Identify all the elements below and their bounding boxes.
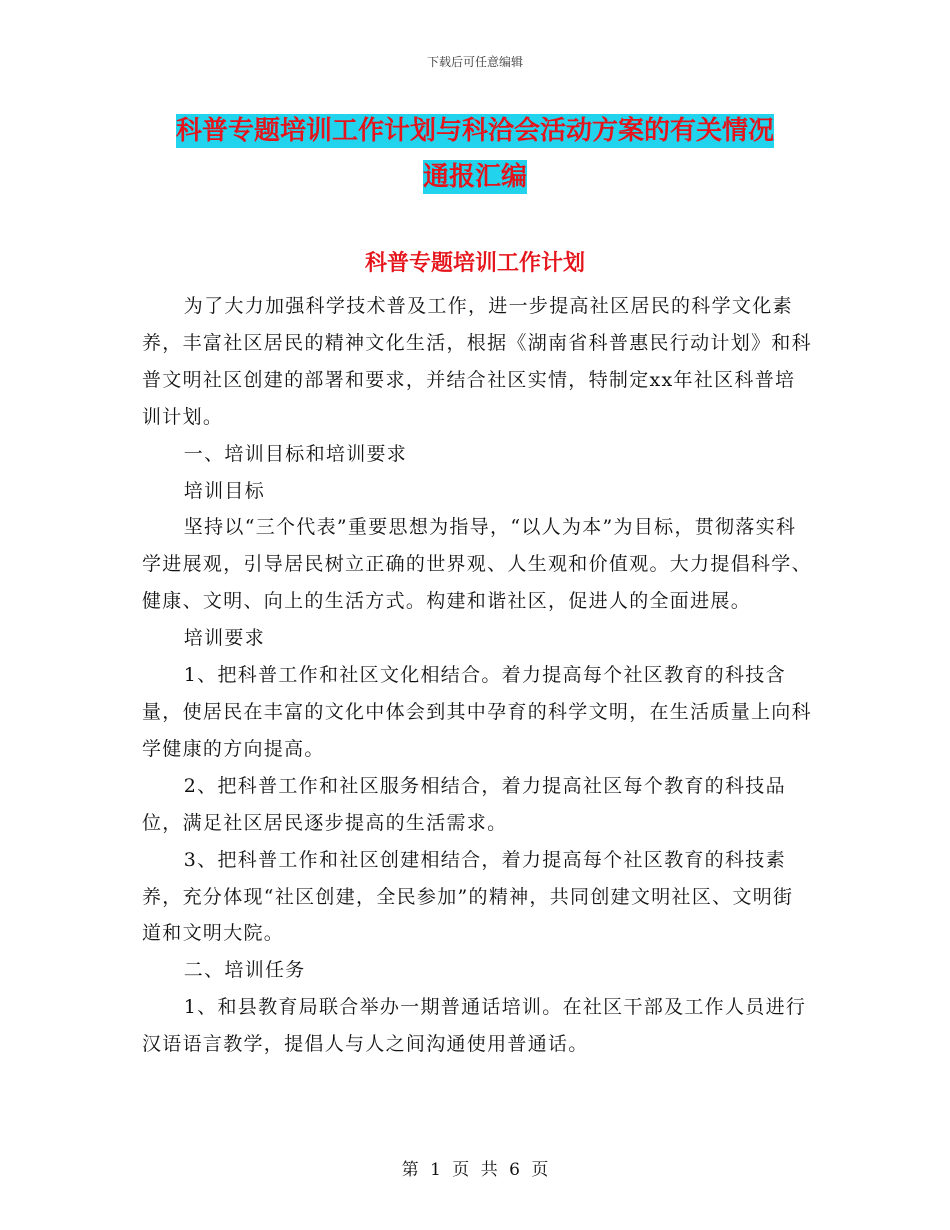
document-title-line-2: 通报汇编	[422, 162, 527, 192]
paragraph: 为了大力加强科学技术普及工作，进一步提高社区居民的科学文化素养，丰富社区居民的精神文化生活，根据《湖南省科普惠民行动计划》和科普文明社区创建的部署和要求，并结合社区实情，特制定xx年社区科普培训计划。	[142, 295, 812, 428]
paragraph: 二、培训任务	[183, 959, 306, 982]
paragraph: 坚持以“三个代表”重要思想为指导，“以人为本”为目标，贯彻落实科学进展观，引导居民树立正确的世界观、人生观和价值观。大力提倡科学、健康、文明、向上的生活方式。构建和谐社区，促进人的全面进展。	[142, 516, 812, 613]
paragraph: 培训要求	[183, 627, 265, 650]
page-footer: 第 1 页 共 6 页	[401, 1160, 549, 1180]
section-title: 科普专题培训工作计划	[364, 250, 585, 276]
paragraph: 培训目标	[183, 479, 265, 502]
paragraph: 2、把科普工作和社区服务相结合，着力提高社区每个教育的科技品位，满足社区居民逐步提高的生活需求。	[142, 774, 786, 834]
document-title-line-1: 科普专题培训工作计划与科洽会活动方案的有关情况	[175, 116, 774, 146]
paragraph: 1、把科普工作和社区文化相结合。着力提高每个社区教育的科技含量，使居民在丰富的文化中体会到其中孕育的科学文明，在生活质量上向科学健康的方向提高。	[142, 664, 812, 760]
paragraph: 3、把科普工作和社区创建相结合，着力提高每个社区教育的科技素养，充分体现“社区创建，全民参加”的精神，共同创建文明社区、文明街道和文明大院。	[142, 848, 794, 945]
paragraph: 1、和县教育局联合举办一期普通话培训。在社区干部及工作人员进行汉语语言教学，提倡人与人之间沟通使用普通话。	[142, 996, 807, 1056]
paragraph: 一、培训目标和培训要求	[183, 442, 408, 465]
document-body	[142, 288, 812, 1063]
document-title	[0, 108, 950, 200]
header-note: 下载后可任意编辑	[426, 55, 523, 69]
